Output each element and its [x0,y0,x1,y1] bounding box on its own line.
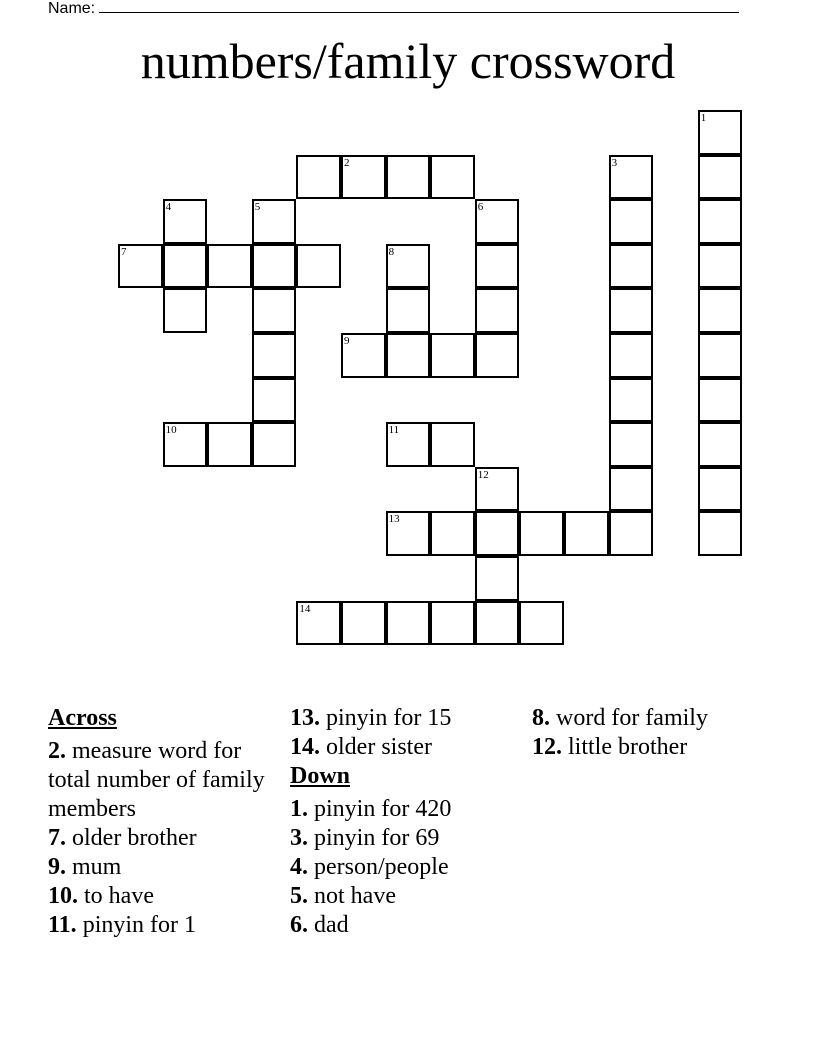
clue-number: 11. [48,912,77,938]
clue-number: 6. [290,912,308,938]
grid-cell[interactable] [609,378,654,423]
grid-cell[interactable] [609,244,654,289]
clue-number: 2 [344,156,350,169]
grid-cell[interactable] [252,378,297,423]
grid-cell[interactable] [163,244,208,289]
grid-cell[interactable] [296,601,341,646]
clue-text: little brother [562,734,688,760]
clues-column-3 [532,704,772,762]
grid-cell[interactable] [296,244,341,289]
grid-cell[interactable] [252,333,297,378]
clue-text: not have [308,883,396,909]
down-clue [290,824,520,853]
grid-cell[interactable] [475,333,520,378]
grid-cell[interactable] [386,601,431,646]
clue-number: 5. [290,883,308,909]
grid-cell[interactable] [698,511,743,556]
grid-cell[interactable] [430,333,475,378]
grid-cell[interactable] [698,244,743,289]
clue-text: older brother [66,825,197,851]
grid-cell[interactable] [475,199,520,244]
puzzle-title: numbers/family crossword [140,33,676,89]
clue-text: dad [308,912,349,938]
grid-cell[interactable] [698,467,743,512]
clue-number: 9. [48,854,66,880]
grid-cell[interactable] [430,601,475,646]
clue-number: 3 [611,156,618,169]
clue-text: measure word for total number of family members [48,738,265,822]
clue-text: older sister [320,734,432,760]
clue-number: 4. [290,854,308,880]
clue-text: pinyin for 69 [308,825,440,851]
grid-cell[interactable] [296,155,341,200]
grid-cell[interactable] [698,288,743,333]
grid-cell[interactable] [163,422,208,467]
grid-cell[interactable] [609,511,654,556]
clue-text: person/people [308,854,449,880]
clue-number: 4 [165,201,172,214]
clue-number: 1 [700,112,707,124]
clue-text: pinyin for 15 [320,705,452,731]
grid-cell[interactable] [386,244,431,289]
clue-number: 14 [299,602,311,615]
grid-cell[interactable] [386,422,431,467]
grid-cell[interactable] [118,244,163,289]
clue-number: 8. [532,705,550,731]
clue-number: 10 [165,424,177,437]
grid-cell[interactable] [475,601,520,646]
clue-number: 7. [48,825,66,851]
name-label: Name: [48,0,96,17]
clue-number: 9 [344,335,350,347]
clues-column-2 [290,704,520,940]
grid-cell[interactable] [475,511,520,556]
down-clue [290,853,520,882]
grid-cell[interactable] [475,556,520,601]
grid-cell[interactable] [341,155,386,200]
down-clue [532,733,772,762]
grid-cell[interactable] [163,288,208,333]
across-clue [290,733,520,762]
grid-cell[interactable] [207,422,252,467]
across-clue [48,737,278,824]
grid-cell[interactable] [609,467,654,512]
grid-cell[interactable] [609,422,654,467]
across-clue [48,882,278,911]
clue-number: 8 [388,245,395,258]
down-header: Down [290,763,351,789]
clue-number: 3. [290,825,308,851]
clue-number: 5 [254,201,261,214]
grid-cell[interactable] [609,155,654,200]
grid-cell[interactable] [698,110,743,155]
clue-number: 7 [121,245,127,258]
down-clue [290,795,520,824]
clue-number: 13 [388,513,400,526]
clue-text: word for family [550,705,708,731]
clue-number: 12. [532,734,562,760]
clues-column-1 [48,704,278,940]
grid-cell[interactable] [430,155,475,200]
grid-cell[interactable] [252,244,297,289]
grid-cell[interactable] [341,601,386,646]
across-header: Across [48,705,117,731]
grid-cell[interactable] [609,199,654,244]
clue-text: pinyin for 1 [76,912,197,938]
grid-cell[interactable] [519,511,564,556]
grid-cell[interactable] [475,467,520,512]
grid-cell[interactable] [386,288,431,333]
grid-cell[interactable] [475,244,520,289]
clue-text: pinyin for 420 [308,796,452,822]
grid-cell[interactable] [698,422,743,467]
grid-cell[interactable] [430,511,475,556]
down-clue [290,882,520,911]
clue-number: 2. [48,738,66,764]
grid-cell[interactable] [564,511,609,556]
grid-cell[interactable] [698,378,743,423]
clue-number: 1. [290,796,308,822]
grid-cell[interactable] [341,333,386,378]
grid-cell[interactable] [386,155,431,200]
clue-number: 14. [290,734,320,760]
clue-number: 12 [477,468,489,481]
grid-cell[interactable] [698,333,743,378]
across-clue [48,911,278,940]
grid-cell[interactable] [207,244,252,289]
down-clue [290,911,520,940]
clue-number: 13. [290,705,320,731]
grid-cell[interactable] [252,199,297,244]
clue-text: mum [66,854,122,880]
grid-cell[interactable] [609,333,654,378]
grid-cell[interactable] [519,601,564,646]
across-clue [290,704,520,733]
grid-cell[interactable] [698,155,743,200]
grid-cell[interactable] [252,288,297,333]
grid-cell[interactable] [386,333,431,378]
down-clue [532,704,772,733]
grid-cell[interactable] [430,422,475,467]
clue-number: 11 [388,424,400,437]
clue-number: 10. [48,883,78,909]
clue-text: to have [78,883,154,909]
grid-cell[interactable] [163,199,208,244]
grid-cell[interactable] [252,422,297,467]
grid-cell[interactable] [475,288,520,333]
grid-cell[interactable] [698,199,743,244]
grid-cell[interactable] [386,511,431,556]
grid-cell[interactable] [609,288,654,333]
across-clue [48,853,278,882]
clue-number: 6 [477,201,484,214]
across-clue [48,824,278,853]
